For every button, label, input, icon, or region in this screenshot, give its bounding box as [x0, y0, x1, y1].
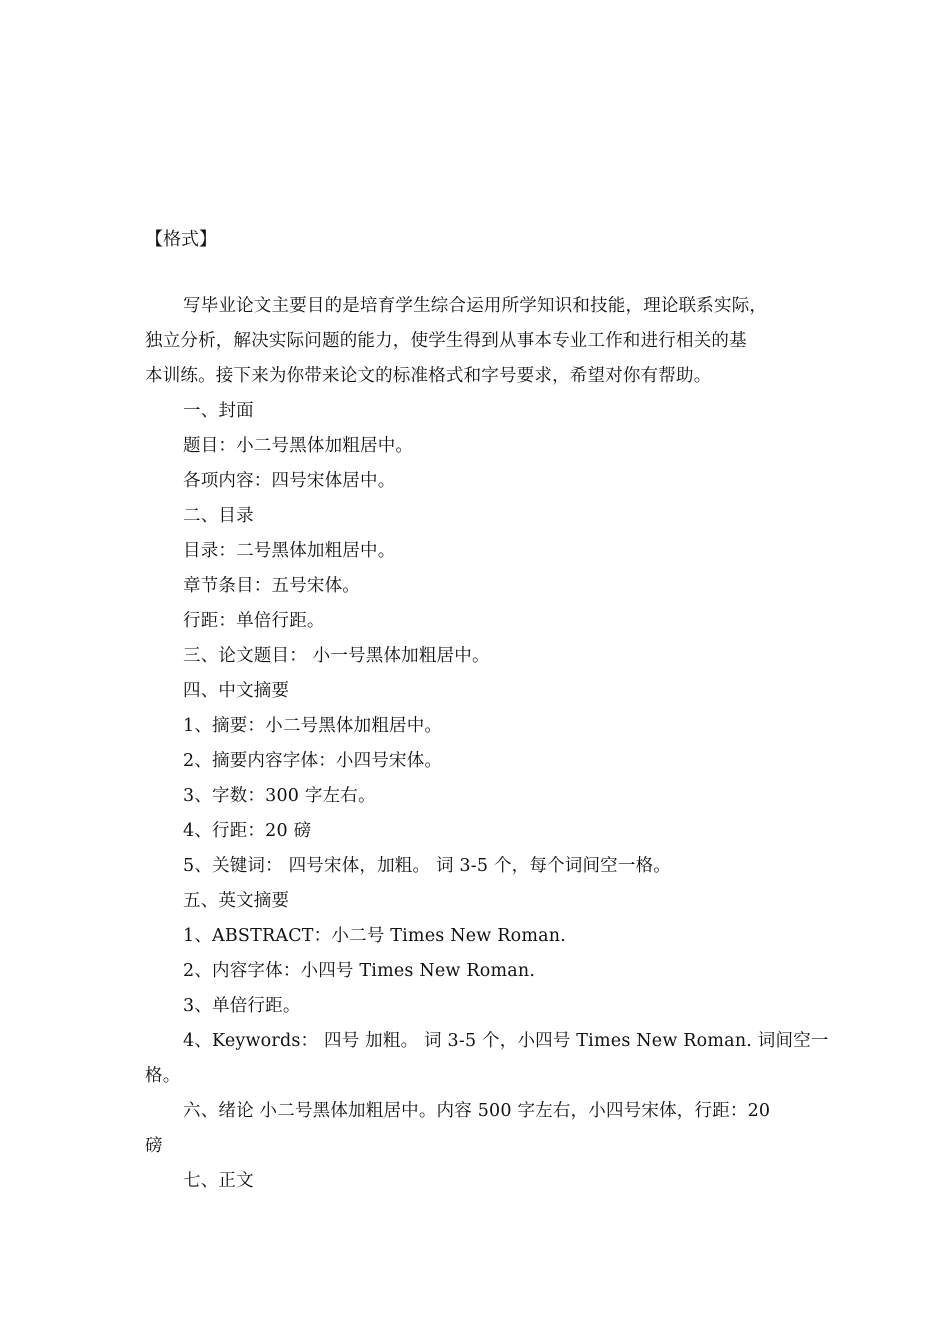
section-title: 【格式】	[145, 229, 217, 250]
item-cn-abstract-heading: 四、中文摘要	[183, 681, 290, 701]
item-en-abstract-spacing: 3、单倍行距。	[183, 996, 301, 1016]
item-cn-abstract-font: 2、摘要内容字体：小四号宋体。	[183, 751, 443, 771]
intro-line-1: 写毕业论文主要目的是培育学生综合运用所学知识和技能，理论联系实际，	[183, 296, 768, 316]
item-introduction-line-1: 六、绪论 小二号黑体加粗居中。内容 500 字左右，小四号宋体，行距：20	[183, 1101, 771, 1121]
item-en-keywords-line-2: 格。	[145, 1066, 181, 1086]
item-cover-heading: 一、封面	[183, 401, 254, 421]
item-cn-abstract-count: 3、字数：300 字左右。	[183, 786, 376, 806]
item-cn-abstract-spacing: 4、行距：20 磅	[183, 821, 312, 841]
item-toc-spacing: 行距：单倍行距。	[183, 611, 325, 631]
item-cover-title: 题目：小二号黑体加粗居中。	[183, 436, 414, 456]
item-cn-keywords: 5、关键词： 四号宋体，加粗。 词 3-5 个，每个词间空一格。	[183, 856, 671, 876]
item-toc-title: 目录：二号黑体加粗居中。	[183, 541, 396, 561]
item-cover-content: 各项内容：四号宋体居中。	[183, 471, 396, 491]
document-body	[145, 289, 829, 1199]
intro-line-2: 独立分析，解决实际问题的能力，使学生得到从事本专业工作和进行相关的基	[145, 331, 747, 351]
item-cn-abstract-title: 1、摘要：小二号黑体加粗居中。	[183, 716, 443, 736]
intro-line-3: 本训练。接下来为你带来论文的标准格式和字号要求，希望对你有帮助。	[145, 366, 712, 386]
item-toc-heading: 二、目录	[183, 506, 254, 526]
item-toc-entries: 章节条目：五号宋体。	[183, 576, 360, 596]
item-main-text-heading: 七、正文	[183, 1171, 254, 1191]
item-en-abstract-title: 1、ABSTRACT：小二号 Times New Roman.	[183, 926, 566, 946]
item-en-keywords-line-1: 4、Keywords： 四号 加粗。 词 3-5 个，小四号 Times New Roman. 词间空一	[183, 1031, 829, 1051]
item-en-abstract-heading: 五、英文摘要	[183, 891, 290, 911]
item-paper-title: 三、论文题目： 小一号黑体加粗居中。	[183, 646, 490, 666]
item-introduction-line-2: 磅	[145, 1136, 163, 1156]
item-en-abstract-font: 2、内容字体：小四号 Times New Roman.	[183, 961, 536, 981]
